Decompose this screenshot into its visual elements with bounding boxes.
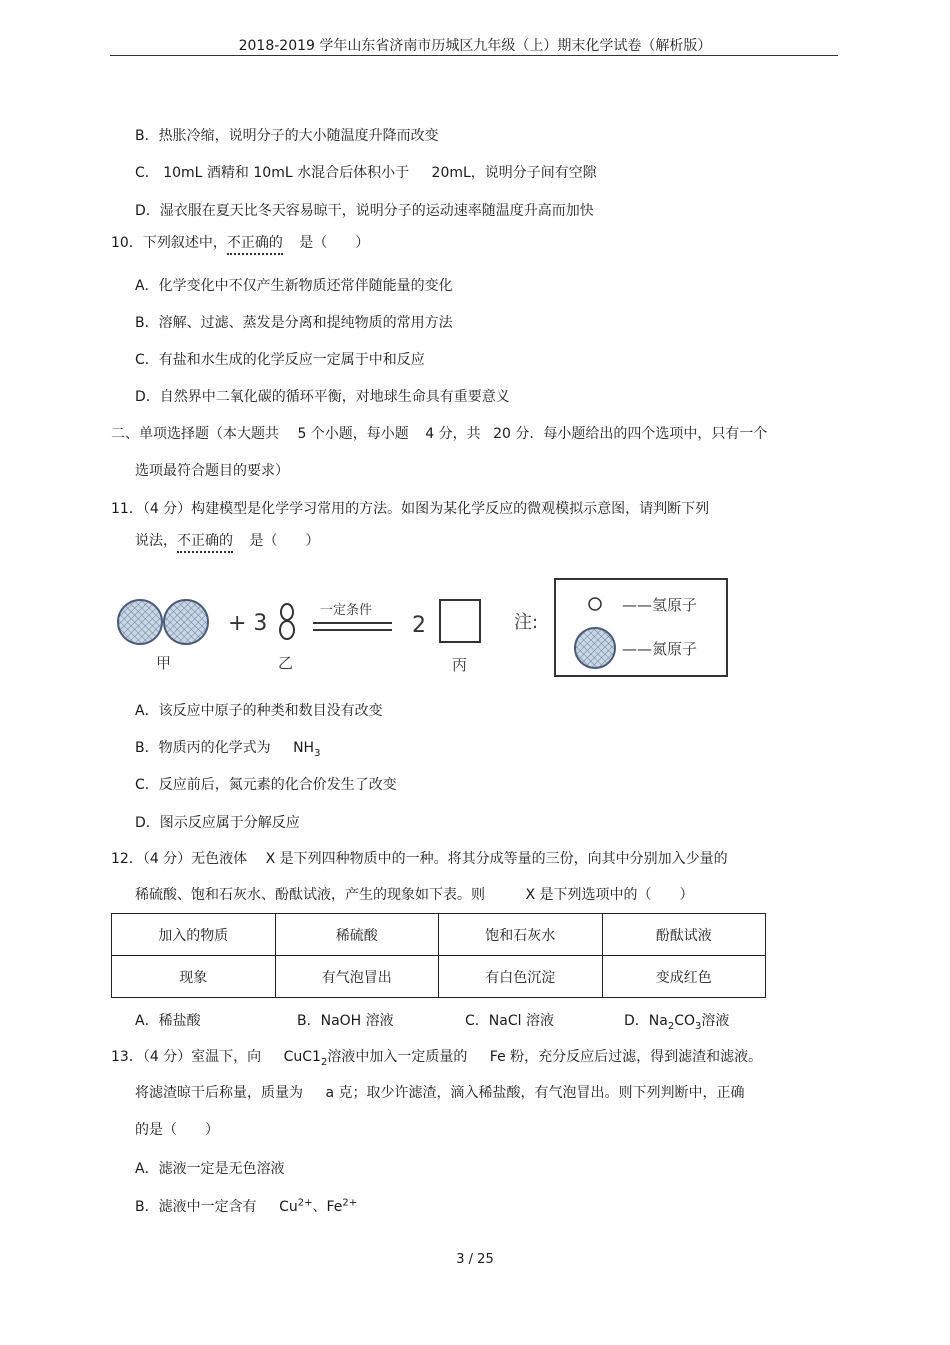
q13-option-b-pre: B．滤液中一定含有 <box>135 1199 257 1215</box>
q13-l1-c: 溶液中加入一定质量的 <box>327 1049 468 1065</box>
q11-suffix: 是（ ） <box>249 533 320 549</box>
q12-option-d-pre: D．Na <box>624 1013 668 1029</box>
table-cell: 加入的物质 <box>112 914 276 956</box>
q12-option-c: C．NaCl 溶液 <box>465 1013 554 1029</box>
page-header-title: 2018-2019 学年山东省济南市历城区九年级（上）期末化学试卷（解析版） <box>238 38 712 54</box>
yi-hydrogen-atom-2 <box>280 621 294 639</box>
table-cell: 酚酞试液 <box>602 914 766 956</box>
q13-stem-line1 <box>111 1046 762 1068</box>
q12-line1-b: X 是下列四种物质中的一种。将其分成等量的三份，向其中分别加入少量的 <box>265 851 728 867</box>
section2-t1: 二、单项选择题（本大题共 <box>111 426 279 442</box>
label-yi: 乙 <box>278 654 294 672</box>
q9-option-b: B．热胀冷缩，说明分子的大小随温度升降而改变 <box>135 128 439 144</box>
label-bing: 丙 <box>452 656 468 674</box>
reaction-diagram <box>110 576 730 686</box>
q11-formula-sub: 3 <box>314 747 321 759</box>
q12-option-d-sub2: 3 <box>695 1020 702 1032</box>
q13-l1-b-sub: 2 <box>320 1056 328 1068</box>
q13-l1-a: 13．（4 分）室温下，向 <box>111 1049 262 1065</box>
table-cell: 现象 <box>112 956 276 998</box>
q10-emphasis: 不正确的 <box>227 235 283 255</box>
q9-option-c-pre: C． 10mL 酒精和 10mL 水混合后体积小于 <box>135 165 410 181</box>
note-label: 注: <box>514 612 539 633</box>
table-cell: 稀硫酸 <box>275 914 439 956</box>
q10-stem <box>111 232 369 252</box>
section2-t2: 5 个小题，每小题 <box>297 426 409 442</box>
q13-option-b <box>135 1196 357 1216</box>
q12-table <box>111 913 766 998</box>
q12-stem-line1 <box>111 848 728 868</box>
q13-ion-fe-charge: 2+ <box>342 1197 358 1209</box>
section2-heading-line2: 选项最符合题目的要求） <box>135 463 289 479</box>
bing-empty-box <box>440 600 480 642</box>
q12-stem-line2 <box>135 884 694 904</box>
legend-hydrogen-label: ——氢原子 <box>622 596 698 614</box>
q11-emphasis: 不正确的 <box>177 533 233 553</box>
q10-option-c: C．有盐和水生成的化学反应一定属于中和反应 <box>135 352 425 368</box>
q12-line2-b: X 是下列选项中的（ ） <box>525 887 694 903</box>
q13-ion-cu: Cu <box>279 1199 298 1215</box>
q12-option-d <box>624 1010 729 1032</box>
q13-l1-b: CuC1 <box>283 1049 321 1065</box>
q9-option-c-post: 20mL，说明分子间有空隙 <box>431 165 597 181</box>
q11-option-d: D．图示反应属于分解反应 <box>135 815 300 831</box>
table-cell: 有气泡冒出 <box>275 956 439 998</box>
q9-option-c <box>135 162 597 182</box>
table-row <box>112 914 766 956</box>
legend-nitrogen-icon <box>575 628 615 668</box>
q12-option-d-sub: 2 <box>667 1020 675 1032</box>
section2-t3: 4 分，共 <box>425 426 481 442</box>
condition-label: 一定条件 <box>320 603 373 618</box>
q13-l1-d: Fe 粉，充分反应后过滤，得到滤渣和滤液。 <box>489 1049 763 1065</box>
q11-option-c: C．反应前后，氮元素的化合价发生了改变 <box>135 777 397 793</box>
q11-option-b <box>135 737 320 759</box>
q10-prefix: 10．下列叙述中， <box>111 235 227 251</box>
q11-option-b-pre: B．物质丙的化学式为 <box>135 740 271 756</box>
q13-l2-b: a 克；取少许滤渣，滴入稀盐酸，有气泡冒出。则下列判断中，正确 <box>325 1085 745 1101</box>
q12-line1-a: 12．（4 分）无色液体 <box>111 851 248 867</box>
q9-option-d: D．湿衣服在夏天比冬天容易晾干，说明分子的运动速率随温度升高而加快 <box>135 203 594 219</box>
table-cell: 变成红色 <box>602 956 766 998</box>
q11-stem-line1: 11．（4 分）构建模型是化学学习常用的方法。如图为某化学反应的微观模拟示意图，请判断下列 <box>111 501 710 517</box>
q13-ion-cu-charge: 2+ <box>297 1197 313 1209</box>
yi-hydrogen-atom-1 <box>281 604 293 620</box>
q11-stem-line2 <box>135 530 319 550</box>
q12-option-b: B．NaOH 溶液 <box>297 1013 394 1029</box>
plus-three: + 3 <box>228 611 268 636</box>
q11-formula-nh: NH <box>293 740 315 756</box>
q13-l2-a: 将滤渣晾干后称量，质量为 <box>135 1085 303 1101</box>
table-cell: 有白色沉淀 <box>439 956 603 998</box>
table-cell: 饱和石灰水 <box>439 914 603 956</box>
q12-option-d-end: 溶液 <box>701 1013 730 1029</box>
section2-heading <box>111 423 767 443</box>
header-divider <box>110 55 838 56</box>
q13-stem-line3: 的是（ ） <box>135 1122 219 1138</box>
q12-option-a: A．稀盐酸 <box>135 1013 201 1029</box>
coefficient-two: 2 <box>412 613 426 638</box>
q10-option-b: B．溶解、过滤、蒸发是分离和提纯物质的常用方法 <box>135 315 453 331</box>
q13-option-a: A．滤液一定是无色溶液 <box>135 1161 285 1177</box>
label-jia: 甲 <box>156 654 172 672</box>
q10-suffix: 是（ ） <box>299 235 370 251</box>
page-number: 3 / 25 <box>456 1252 494 1267</box>
q11-pre: 说法， <box>135 533 177 549</box>
q10-option-d: D．自然界中二氧化碳的循环平衡，对地球生命具有重要意义 <box>135 389 510 405</box>
q13-stem-line2 <box>135 1082 744 1102</box>
legend-hydrogen-icon <box>589 598 601 610</box>
jia-nitrogen-atom-2 <box>164 600 208 644</box>
jia-nitrogen-atom-1 <box>118 600 162 644</box>
q13-ion-fe: Fe <box>326 1199 343 1215</box>
legend-nitrogen-label: ——氮原子 <box>622 640 698 658</box>
q13-separator: 、 <box>312 1199 327 1215</box>
section2-t4: 20 分．每小题给出的四个选项中，只有一个 <box>493 426 768 442</box>
q12-option-d-post: CO <box>674 1013 696 1029</box>
q10-option-a: A．化学变化中不仅产生新物质还常伴随能量的变化 <box>135 278 453 294</box>
q11-option-a: A．该反应中原子的种类和数目没有改变 <box>135 703 383 719</box>
q12-line2-a: 稀硫酸、饱和石灰水、酚酞试液，产生的现象如下表。则 <box>135 887 485 903</box>
table-row <box>112 956 766 998</box>
